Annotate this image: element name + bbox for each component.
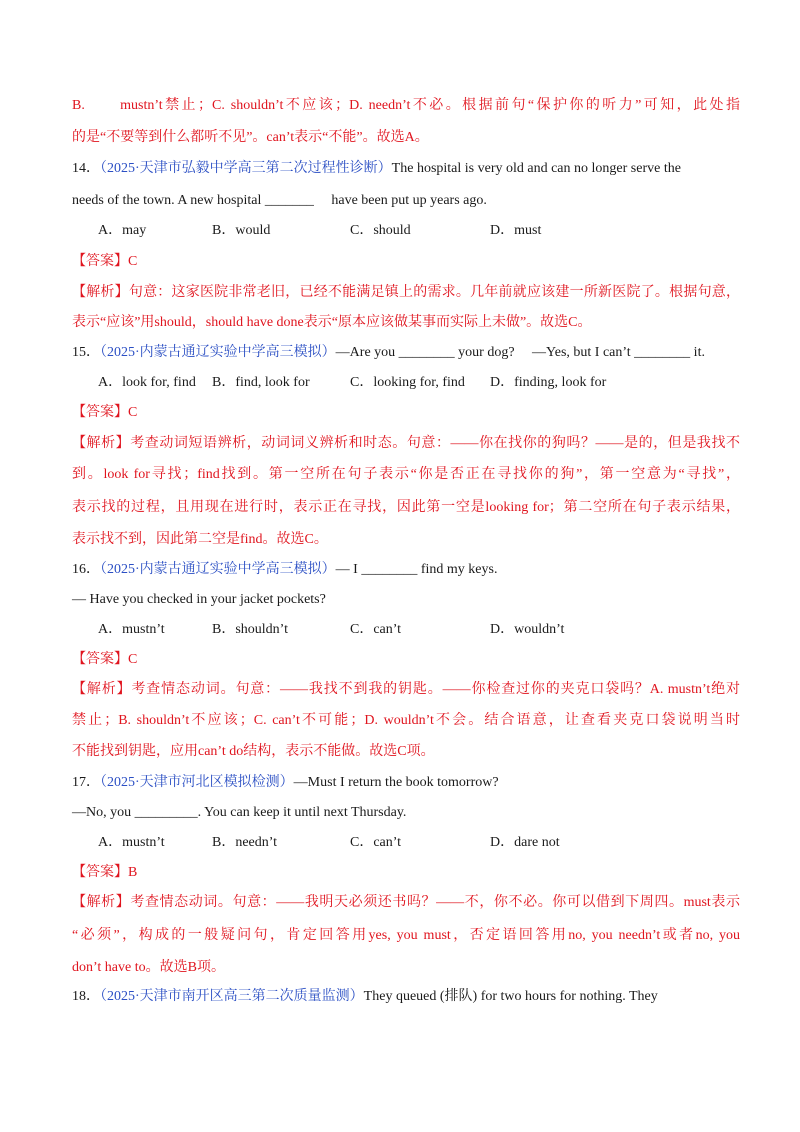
question-14-analysis-line-2: 表示“应该”用should，should have done表示“原本应该做某事而实际上未做”。故选C。 bbox=[72, 315, 592, 330]
question-source: （2025·天津市南开区高三第二次质量监测） bbox=[100, 989, 364, 1004]
option-c: C．looking for, find bbox=[350, 375, 465, 390]
question-15-analysis-line-3: 表示找的过程，且用现在进行时，表示正在寻找，因此第一空是looking for；第二空所在句子表示结果， bbox=[72, 500, 740, 515]
question-number: 18． bbox=[72, 989, 100, 1004]
option-d: D．wouldn’t bbox=[490, 622, 565, 637]
option-d: D．finding, look for bbox=[490, 375, 607, 390]
question-text: —Must I return the book tomorrow? bbox=[293, 775, 499, 790]
question-14-stem bbox=[72, 159, 740, 179]
question-16-stem bbox=[72, 560, 740, 580]
question-16-stem-cont: — Have you checked in your jacket pockets? bbox=[72, 592, 326, 607]
question-15-answer: 【答案】C bbox=[72, 405, 138, 420]
question-number: 15． bbox=[72, 345, 100, 360]
analysis-label: 【解析】 bbox=[72, 895, 131, 910]
option-b: B．would bbox=[212, 223, 271, 238]
question-15-analysis-line-2: 到。look for寻找；find找到。第一空所在句子表示“你是否正在寻找你的狗”，第一空意为“寻找”， bbox=[72, 467, 740, 482]
question-15-stem bbox=[72, 343, 740, 363]
question-14-stem-cont: needs of the town. A new hospital _______ have been put up years ago. bbox=[72, 193, 487, 208]
q13-analysis-line-2: 的是“不要等到什么都听不见”。can’t表示“不能”。故选A。 bbox=[72, 130, 429, 145]
question-14-analysis-line-1 bbox=[72, 283, 740, 303]
question-14-answer: 【答案】C bbox=[72, 254, 138, 269]
option-c: C．should bbox=[350, 223, 411, 238]
analysis-label: 【解析】 bbox=[72, 682, 132, 697]
option-c: C．can’t bbox=[350, 622, 402, 637]
question-text: —Are you ________ your dog? —Yes, but I can’t ________ it. bbox=[335, 345, 705, 360]
q13-analysis-line-1: B. mustn’t禁止；C. shouldn’t不应该；D. needn’t不必。根据前句“保护你的听力”可知，此处指 bbox=[72, 98, 740, 113]
question-16-analysis-line-3: 不能找到钥匙，应用can’t do结构，表示不能做。故选C项。 bbox=[72, 744, 435, 759]
analysis-text: 考查情态动词。句意：——我找不到我的钥匙。——你检查过你的夹克口袋吗？A. mustn’t绝对 bbox=[131, 682, 740, 697]
question-15-analysis-line-1 bbox=[72, 434, 740, 454]
question-text: The hospital is very old and can no longer serve the bbox=[391, 161, 681, 176]
question-number: 14． bbox=[72, 161, 100, 176]
option-b: B．shouldn’t bbox=[212, 622, 288, 637]
question-17-answer: 【答案】B bbox=[72, 865, 138, 880]
analysis-label: 【解析】 bbox=[72, 436, 131, 451]
option-a: A．mustn’t bbox=[98, 835, 165, 850]
question-16-analysis-line-2: 禁止；B. shouldn’t不应该；C. can’t不可能；D. wouldn’t不会。结合语意，让查看夹克口袋说明当时 bbox=[72, 713, 740, 728]
question-17-analysis-line-2: “必须”，构成的一般疑问句，肯定回答用yes, you must，否定语回答用no, you needn’t或者no, you bbox=[72, 928, 740, 943]
question-16-analysis-line-1 bbox=[72, 680, 740, 700]
option-b: B．find, look for bbox=[212, 375, 310, 390]
question-17-stem bbox=[72, 773, 740, 793]
analysis-text: 考查情态动词。句意：——我明天必须还书吗？——不，你不必。你可以借到下周四。must表示 bbox=[130, 895, 740, 910]
option-c: C．can’t bbox=[350, 835, 402, 850]
option-d: D．must bbox=[490, 223, 542, 238]
question-number: 17． bbox=[72, 775, 100, 790]
question-15-analysis-line-4: 表示找不到，因此第二空是find。故选C。 bbox=[72, 532, 328, 547]
question-17-analysis-line-1 bbox=[72, 893, 740, 913]
question-text: — I ________ find my keys. bbox=[335, 562, 498, 577]
analysis-text: 考查动词短语辨析，动词词义辨析和时态。句意：——你在找你的狗吗？——是的，但是我找不 bbox=[130, 436, 740, 451]
question-source: （2025·天津市弘毅中学高三第二次过程性诊断） bbox=[100, 161, 392, 176]
option-a: A．may bbox=[98, 223, 147, 238]
question-source: （2025·天津市河北区模拟检测） bbox=[100, 775, 294, 790]
option-a: A．look for, find bbox=[98, 375, 196, 390]
question-source: （2025·内蒙古通辽实验中学高三模拟） bbox=[100, 562, 336, 577]
question-number: 16． bbox=[72, 562, 100, 577]
question-16-answer: 【答案】C bbox=[72, 652, 138, 667]
question-17-stem-cont: —No, you _________. You can keep it until next Thursday. bbox=[72, 805, 407, 820]
analysis-label: 【解析】 bbox=[72, 285, 129, 300]
question-18-stem bbox=[72, 987, 740, 1007]
option-a: A．mustn’t bbox=[98, 622, 165, 637]
analysis-text: 句意：这家医院非常老旧，已经不能满足镇上的需求。几年前就应该建一所新医院了。根据句意， bbox=[128, 285, 741, 300]
option-d: D．dare not bbox=[490, 835, 560, 850]
question-source: （2025·内蒙古通辽实验中学高三模拟） bbox=[100, 345, 336, 360]
option-b: B．needn’t bbox=[212, 835, 278, 850]
question-text: They queued (排队) for two hours for nothing. They bbox=[363, 989, 658, 1004]
question-17-analysis-line-3: don’t have to。故选B项。 bbox=[72, 960, 225, 975]
